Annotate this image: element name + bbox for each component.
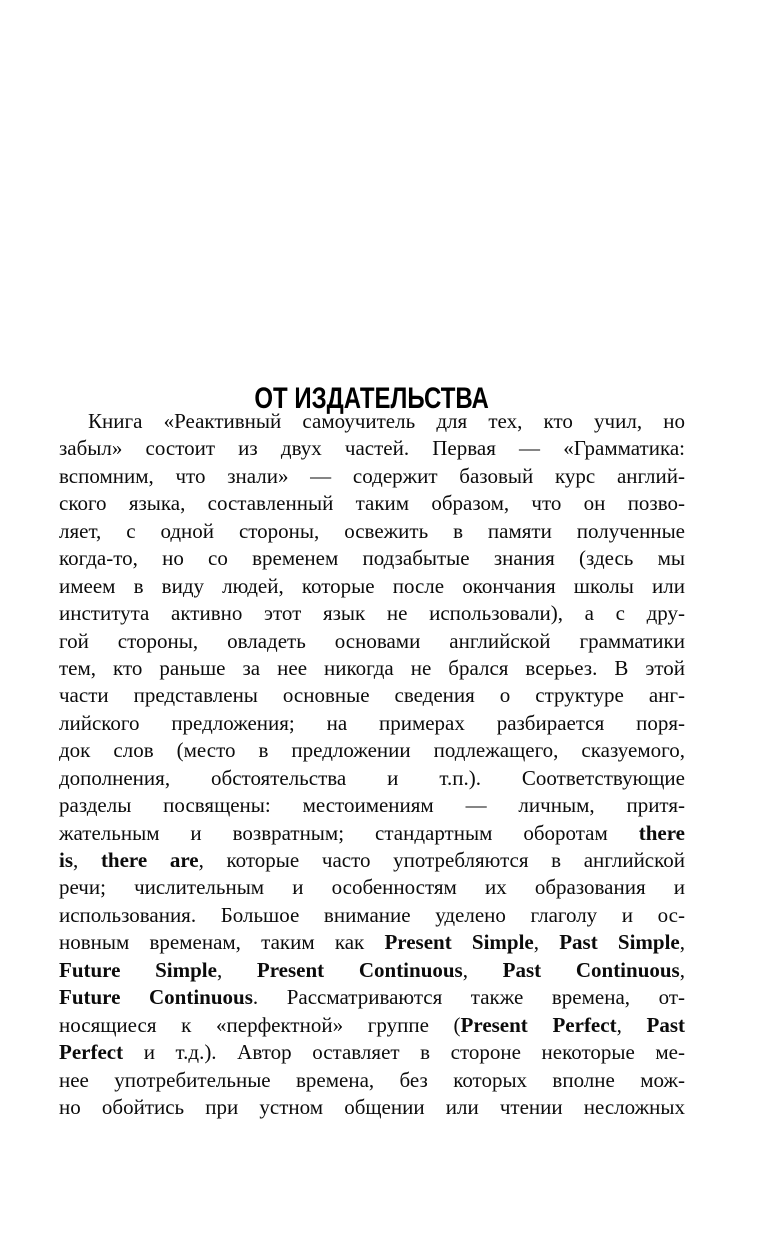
text-segment: и т.д.). Автор оставляет в стороне некоторые ме- (123, 1040, 685, 1065)
body-paragraph (59, 408, 685, 1121)
text-line (59, 628, 685, 655)
text-segment: использования. Большое внимание уделено глаголу и ос- (59, 902, 685, 927)
bold-term: there (638, 820, 685, 845)
text-segment: части представлены основные сведения о структуре анг- (59, 683, 685, 708)
text-line (59, 737, 685, 764)
text-line (59, 1012, 685, 1039)
bold-term: Present Continuous (256, 957, 463, 982)
text-line (59, 929, 685, 956)
bold-term: Past Continuous (502, 957, 680, 982)
text-segment: лийского предложения; на примерах разбирается поря- (59, 710, 685, 735)
bold-term: Future Continuous (59, 985, 253, 1010)
text-line (59, 765, 685, 792)
text-segment: имеем в виду людей, которые после окончания школы или (59, 573, 685, 598)
text-segment: новным временам, таким как (59, 930, 385, 955)
text-segment: , (462, 957, 503, 982)
text-segment: когда-то, но со временем подзабытые знания (здесь мы (59, 546, 685, 571)
text-segment: , (616, 1012, 647, 1037)
text-segment: жательным и возвратным; стандартным оборотам (59, 820, 639, 845)
text-segment: . Рассматриваются также времена, от- (252, 985, 685, 1010)
text-segment: , (216, 957, 257, 982)
text-segment: речи; числительным и особенностям их образования и (59, 875, 685, 900)
text-segment: забыл» состоит из двух частей. Первая — «Грамматика: (59, 436, 685, 461)
text-segment: нее употребительные времена, без которых вполне мож- (59, 1067, 685, 1092)
text-line (59, 874, 685, 901)
text-segment: гой стороны, овладеть основами английской грамматики (59, 628, 685, 653)
text-segment: ского языка, составленный таким образом, что он позво- (59, 491, 685, 516)
text-segment: , (533, 930, 560, 955)
text-line (59, 820, 685, 847)
text-line (59, 682, 685, 709)
text-line (59, 518, 685, 545)
text-segment: вспомним, что знали» — содержит базовый курс англий- (59, 463, 685, 488)
text-segment: Книга «Реактивный самоучитель для тех, кто учил, но (88, 409, 685, 433)
text-line (59, 545, 685, 572)
bold-term: there are (100, 848, 199, 872)
text-segment: док слов (место в предложении подлежащего, сказуемого, (59, 738, 685, 763)
text-line (59, 490, 685, 517)
bold-term: Present Simple (384, 930, 534, 955)
bold-term: Perfect (59, 1040, 124, 1065)
bold-term: Present Perfect (460, 1012, 617, 1037)
text-segment: дополнения, обстоятельства и т.п.). Соответствующие (59, 765, 685, 790)
text-segment: ляет, с одной стороны, освежить в памяти полученные (59, 518, 685, 543)
text-segment: , которые часто употребляются в английской (198, 848, 685, 872)
text-line (59, 902, 685, 929)
bold-term: Past Simple (559, 930, 680, 955)
text-segment: тем, кто раньше за нее никогда не брался всерьез. В этой (59, 655, 685, 680)
text-line (59, 408, 685, 435)
text-segment: института активно этот язык не использовали), а с дру- (59, 601, 685, 626)
text-segment: , (73, 848, 101, 872)
text-line (59, 573, 685, 600)
text-line (59, 600, 685, 627)
text-segment: , (679, 930, 685, 955)
text-segment: носящиеся к «перфектной» группе ( (59, 1012, 461, 1037)
bold-term: is (59, 848, 74, 872)
text-segment: , (679, 957, 685, 982)
text-line (59, 792, 685, 819)
text-line (59, 847, 685, 874)
text-line (59, 957, 685, 984)
bold-term: Past (646, 1012, 685, 1037)
section-title-text: ОТ ИЗДАТЕЛЬСТВА (254, 382, 490, 416)
text-line (59, 463, 685, 490)
text-segment: разделы посвящены: местоимениям — личным, притя- (59, 793, 685, 818)
text-line (59, 710, 685, 737)
bold-term: Future Simple (59, 957, 217, 982)
text-line (59, 984, 685, 1011)
text-line (59, 435, 685, 462)
text-segment: но обойтись при устном общении или чтении несложных (59, 1094, 685, 1119)
text-line (59, 655, 685, 682)
text-line (59, 1067, 685, 1094)
text-line (59, 1039, 685, 1066)
text-line (59, 1094, 685, 1121)
